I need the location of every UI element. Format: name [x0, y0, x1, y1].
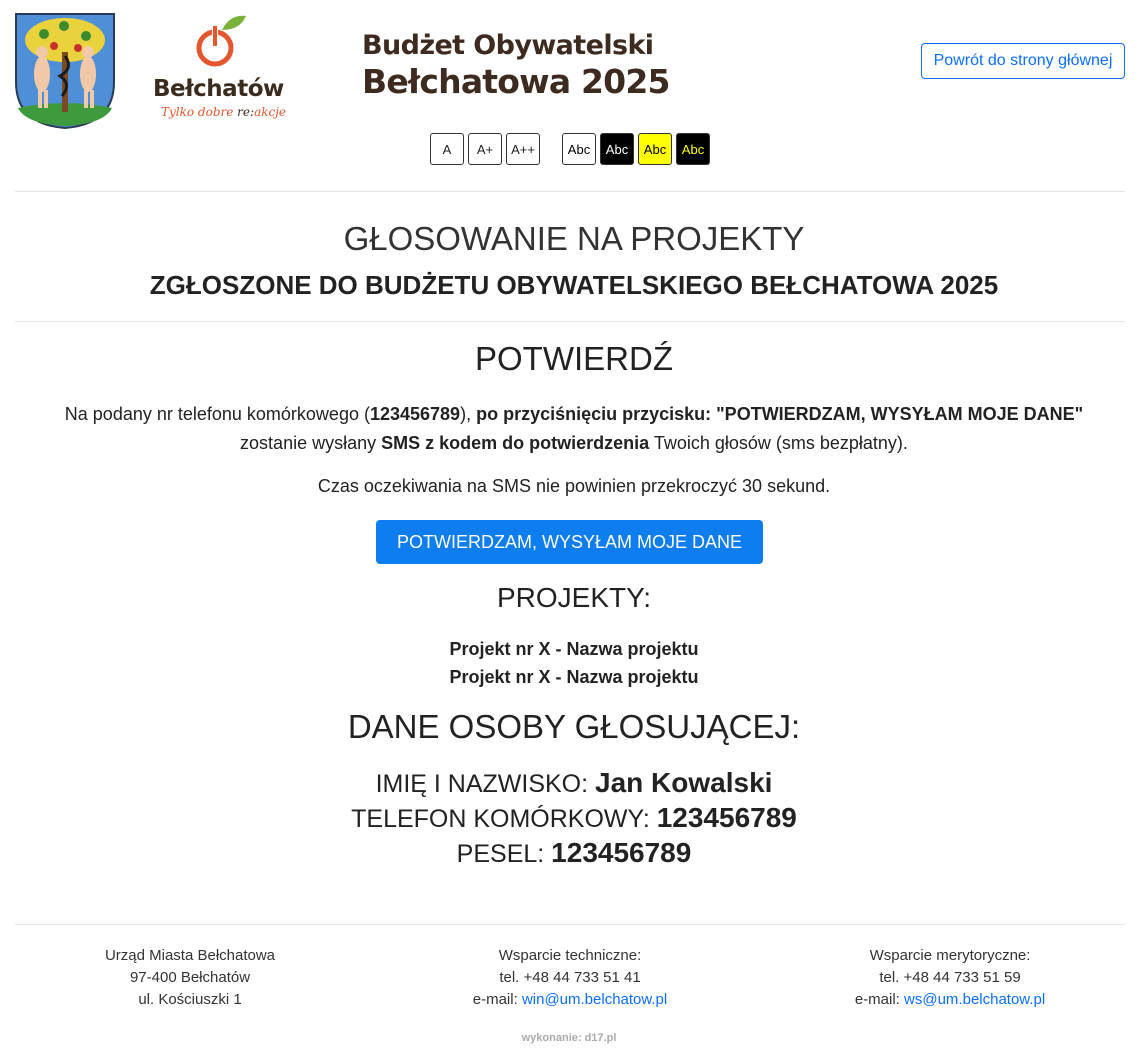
site-title-line1: Budżet Obywatelski [362, 30, 654, 61]
font-size-normal-button[interactable]: A [430, 133, 464, 165]
projects-list [0, 635, 1148, 691]
voter-name-row: IMIĘ I NAZWISKO: Jan Kowalski [375, 767, 773, 798]
content-email-link[interactable]: ws@um.belchatow.pl [904, 991, 1046, 1008]
voter-heading: DANE OSOBY GŁOSUJĄCEJ: [347, 708, 801, 745]
credits-link[interactable]: wykonanie: d17.pl [521, 1032, 617, 1044]
font-size-larger-button[interactable]: A+ [468, 133, 502, 165]
footer-content-support: Wsparcie merytoryczne: tel. +48 44 733 51 59 e-mail: ws@um.belchatow.pl [854, 947, 1046, 1008]
coat-of-arms-icon [14, 12, 116, 130]
contrast-yellow-black-button[interactable]: Abc [638, 133, 672, 165]
list-item: Projekt nr X - Nazwa projektu [449, 639, 699, 659]
confirm-send-button[interactable]: POTWIERDZAM, WYSYŁAM MOJE DANE [376, 520, 763, 564]
contrast-default-button[interactable]: Abc [562, 133, 596, 165]
footer-office: Urząd Miasta Bełchatowa 97-400 Bełchatów ul. Kościuszki 1 [104, 947, 276, 1008]
divider [15, 191, 1125, 192]
divider [15, 321, 1125, 322]
page-subtitle: ZGŁOSZONE DO BUDŻETU OBYWATELSKIEGO BEŁCHATOWA 2025 [149, 270, 999, 300]
voter-phone-row: TELEFON KOMÓRKOWY: 123456789 [351, 802, 797, 833]
projects-heading: PROJEKTY: [496, 582, 652, 613]
tech-email-link[interactable]: win@um.belchatow.pl [521, 991, 668, 1008]
site-title [362, 30, 670, 102]
confirm-heading: POTWIERDŹ [475, 340, 673, 377]
font-size-largest-button[interactable]: A++ [506, 133, 540, 165]
voter-pesel-row: PESEL: 123456789 [456, 837, 692, 868]
voter-details [0, 766, 1148, 871]
site-title-line2: Bełchatowa 2025 [362, 62, 670, 101]
list-item: Projekt nr X - Nazwa projektu [449, 667, 699, 687]
city-tagline: Tylko dobre re:akcje [161, 105, 287, 119]
sms-wait-text: Czas oczekiwania na SMS nie powinien przekroczyć 30 sekund. [317, 476, 831, 496]
divider [15, 924, 1125, 925]
footer-tech-support: Wsparcie techniczne: tel. +48 44 733 51 41 e-mail: win@um.belchatow.pl [472, 947, 668, 1008]
back-home-button[interactable]: Powrót do strony głównej [921, 43, 1125, 79]
page-header [0, 0, 1148, 192]
contrast-black-yellow-button[interactable]: Abc [676, 133, 710, 165]
page-title: GŁOSOWANIE NA PROJEKTY [343, 220, 805, 257]
city-name: Bełchatów [153, 76, 284, 102]
contrast-black-white-button[interactable]: Abc [600, 133, 634, 165]
sms-info-text: Na podany nr telefonu komórkowego (123456789), po przyciśnięciu przycisku: "POTWIERDZAM, WYSYŁAM MOJE DANE" zostanie wysłany SMS z kodem do potwierdzenia Twoich głosów (sms bezpłatny). [64, 404, 1084, 453]
